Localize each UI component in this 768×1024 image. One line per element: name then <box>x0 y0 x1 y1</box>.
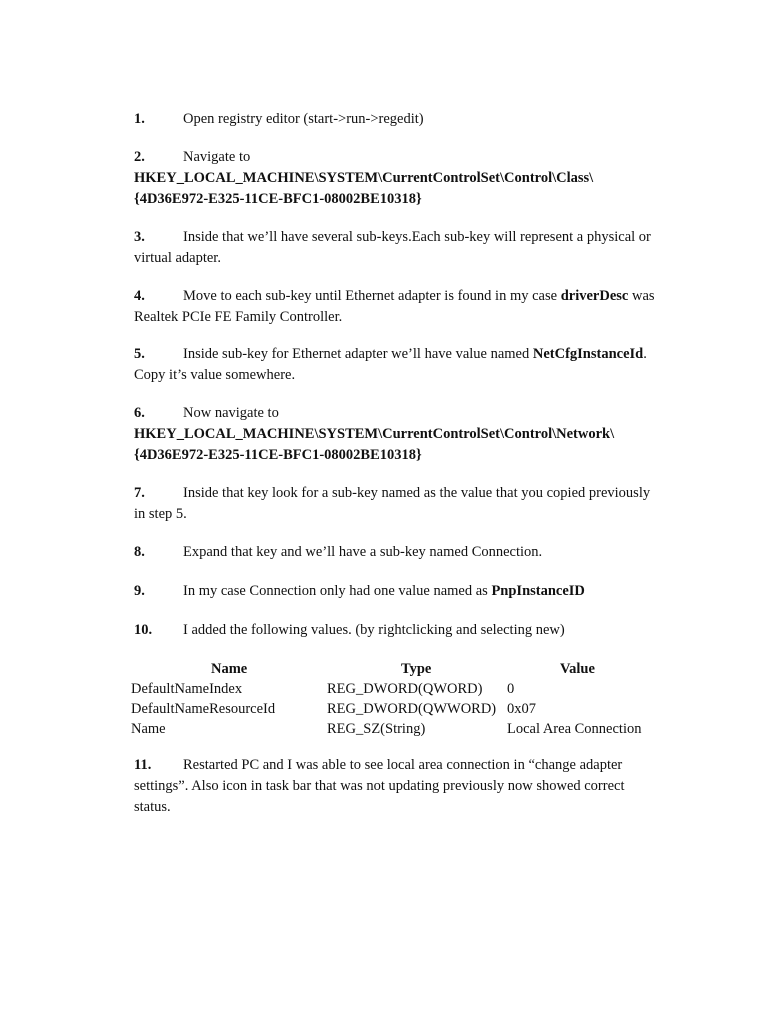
step-number: 9. <box>134 583 145 599</box>
cell-type: REG_SZ(String) <box>327 721 426 737</box>
registry-path-class: HKEY_LOCAL_MACHINE\SYSTEM\CurrentControlSet\Control\Class\ <box>134 170 594 186</box>
step-text: Navigate to <box>183 149 251 165</box>
step-11 <box>134 755 679 818</box>
table-header-row <box>131 659 676 679</box>
step-10 <box>134 620 679 641</box>
step-number: 5. <box>134 346 145 362</box>
step-text: Inside that key look for a sub-key named as the value that you copied previously <box>183 485 651 501</box>
step-text: I added the following values. (by rightclicking and selecting new) <box>183 622 565 638</box>
cell-value: 0x07 <box>507 701 536 717</box>
step-text: In my case Connection only had one value named as <box>183 583 492 599</box>
step-text: Expand that key and we’ll have a sub-key named Connection. <box>183 544 543 560</box>
step-text-continued: virtual adapter. <box>134 250 221 266</box>
step-text: Move to each sub-key until Ethernet adapter is found in my case <box>183 288 561 304</box>
step-4 <box>134 286 679 328</box>
step-number: 6. <box>134 405 145 421</box>
step-text: Inside that we’ll have several sub-keys.Each sub-key will represent a physical or <box>183 229 651 245</box>
step-number: 4. <box>134 288 145 304</box>
step-text-continued: status. <box>134 799 171 815</box>
cell-name: DefaultNameResourceId <box>131 701 276 717</box>
step-1 <box>134 109 679 130</box>
table-row <box>131 699 676 719</box>
step-text: Inside sub-key for Ethernet adapter we’ll have value named <box>183 346 533 362</box>
step-text-after: was <box>628 288 655 304</box>
pnpinstanceid-label: PnpInstanceID <box>491 583 585 599</box>
cell-value: 0 <box>507 681 515 697</box>
step-5 <box>134 344 679 386</box>
step-number: 3. <box>134 229 145 245</box>
step-9 <box>134 581 679 602</box>
cell-value: Local Area Connection <box>507 721 642 737</box>
step-number: 1. <box>134 111 145 127</box>
step-3 <box>134 227 679 269</box>
cell-name: Name <box>131 721 166 737</box>
step-8 <box>134 542 679 563</box>
registry-values-table <box>131 659 676 739</box>
table-row <box>131 719 676 739</box>
cell-type: REG_DWORD(QWORD) <box>327 681 483 697</box>
driverdesc-label: driverDesc <box>560 288 629 304</box>
table-row <box>131 679 676 699</box>
header-type: Type <box>401 661 432 677</box>
cell-name: DefaultNameIndex <box>131 681 243 697</box>
step-number: 8. <box>134 544 145 560</box>
step-text-continued: in step 5. <box>134 506 187 522</box>
netcfginstanceid-label: NetCfgInstanceId <box>532 346 644 362</box>
header-value: Value <box>560 661 595 677</box>
step-text-continued: settings”. Also icon in task bar that was not updating previously now showed correct <box>134 778 625 794</box>
registry-guid-network: {4D36E972-E325-11CE-BFC1-08002BE10318} <box>134 447 422 463</box>
step-text-after: . <box>643 346 647 362</box>
step-text: Restarted PC and I was able to see local area connection in “change adapter <box>183 757 623 773</box>
step-2 <box>134 147 679 210</box>
step-6 <box>134 403 679 466</box>
step-number: 10. <box>134 622 153 638</box>
step-text: Now navigate to <box>183 405 279 421</box>
step-text-continued: Realtek PCIe FE Family Controller. <box>134 309 343 325</box>
step-number: 11. <box>134 757 152 773</box>
step-text: Open registry editor (start->run->regedit) <box>183 111 424 127</box>
step-number: 2. <box>134 149 145 165</box>
header-name: Name <box>211 661 248 677</box>
registry-path-network: HKEY_LOCAL_MACHINE\SYSTEM\CurrentControlSet\Control\Network\ <box>134 426 615 442</box>
step-number: 7. <box>134 485 145 501</box>
step-text-continued: Copy it’s value somewhere. <box>134 367 296 383</box>
registry-guid-class: {4D36E972-E325-11CE-BFC1-08002BE10318} <box>134 191 422 207</box>
cell-type: REG_DWORD(QWWORD) <box>327 701 497 717</box>
step-7 <box>134 483 679 525</box>
